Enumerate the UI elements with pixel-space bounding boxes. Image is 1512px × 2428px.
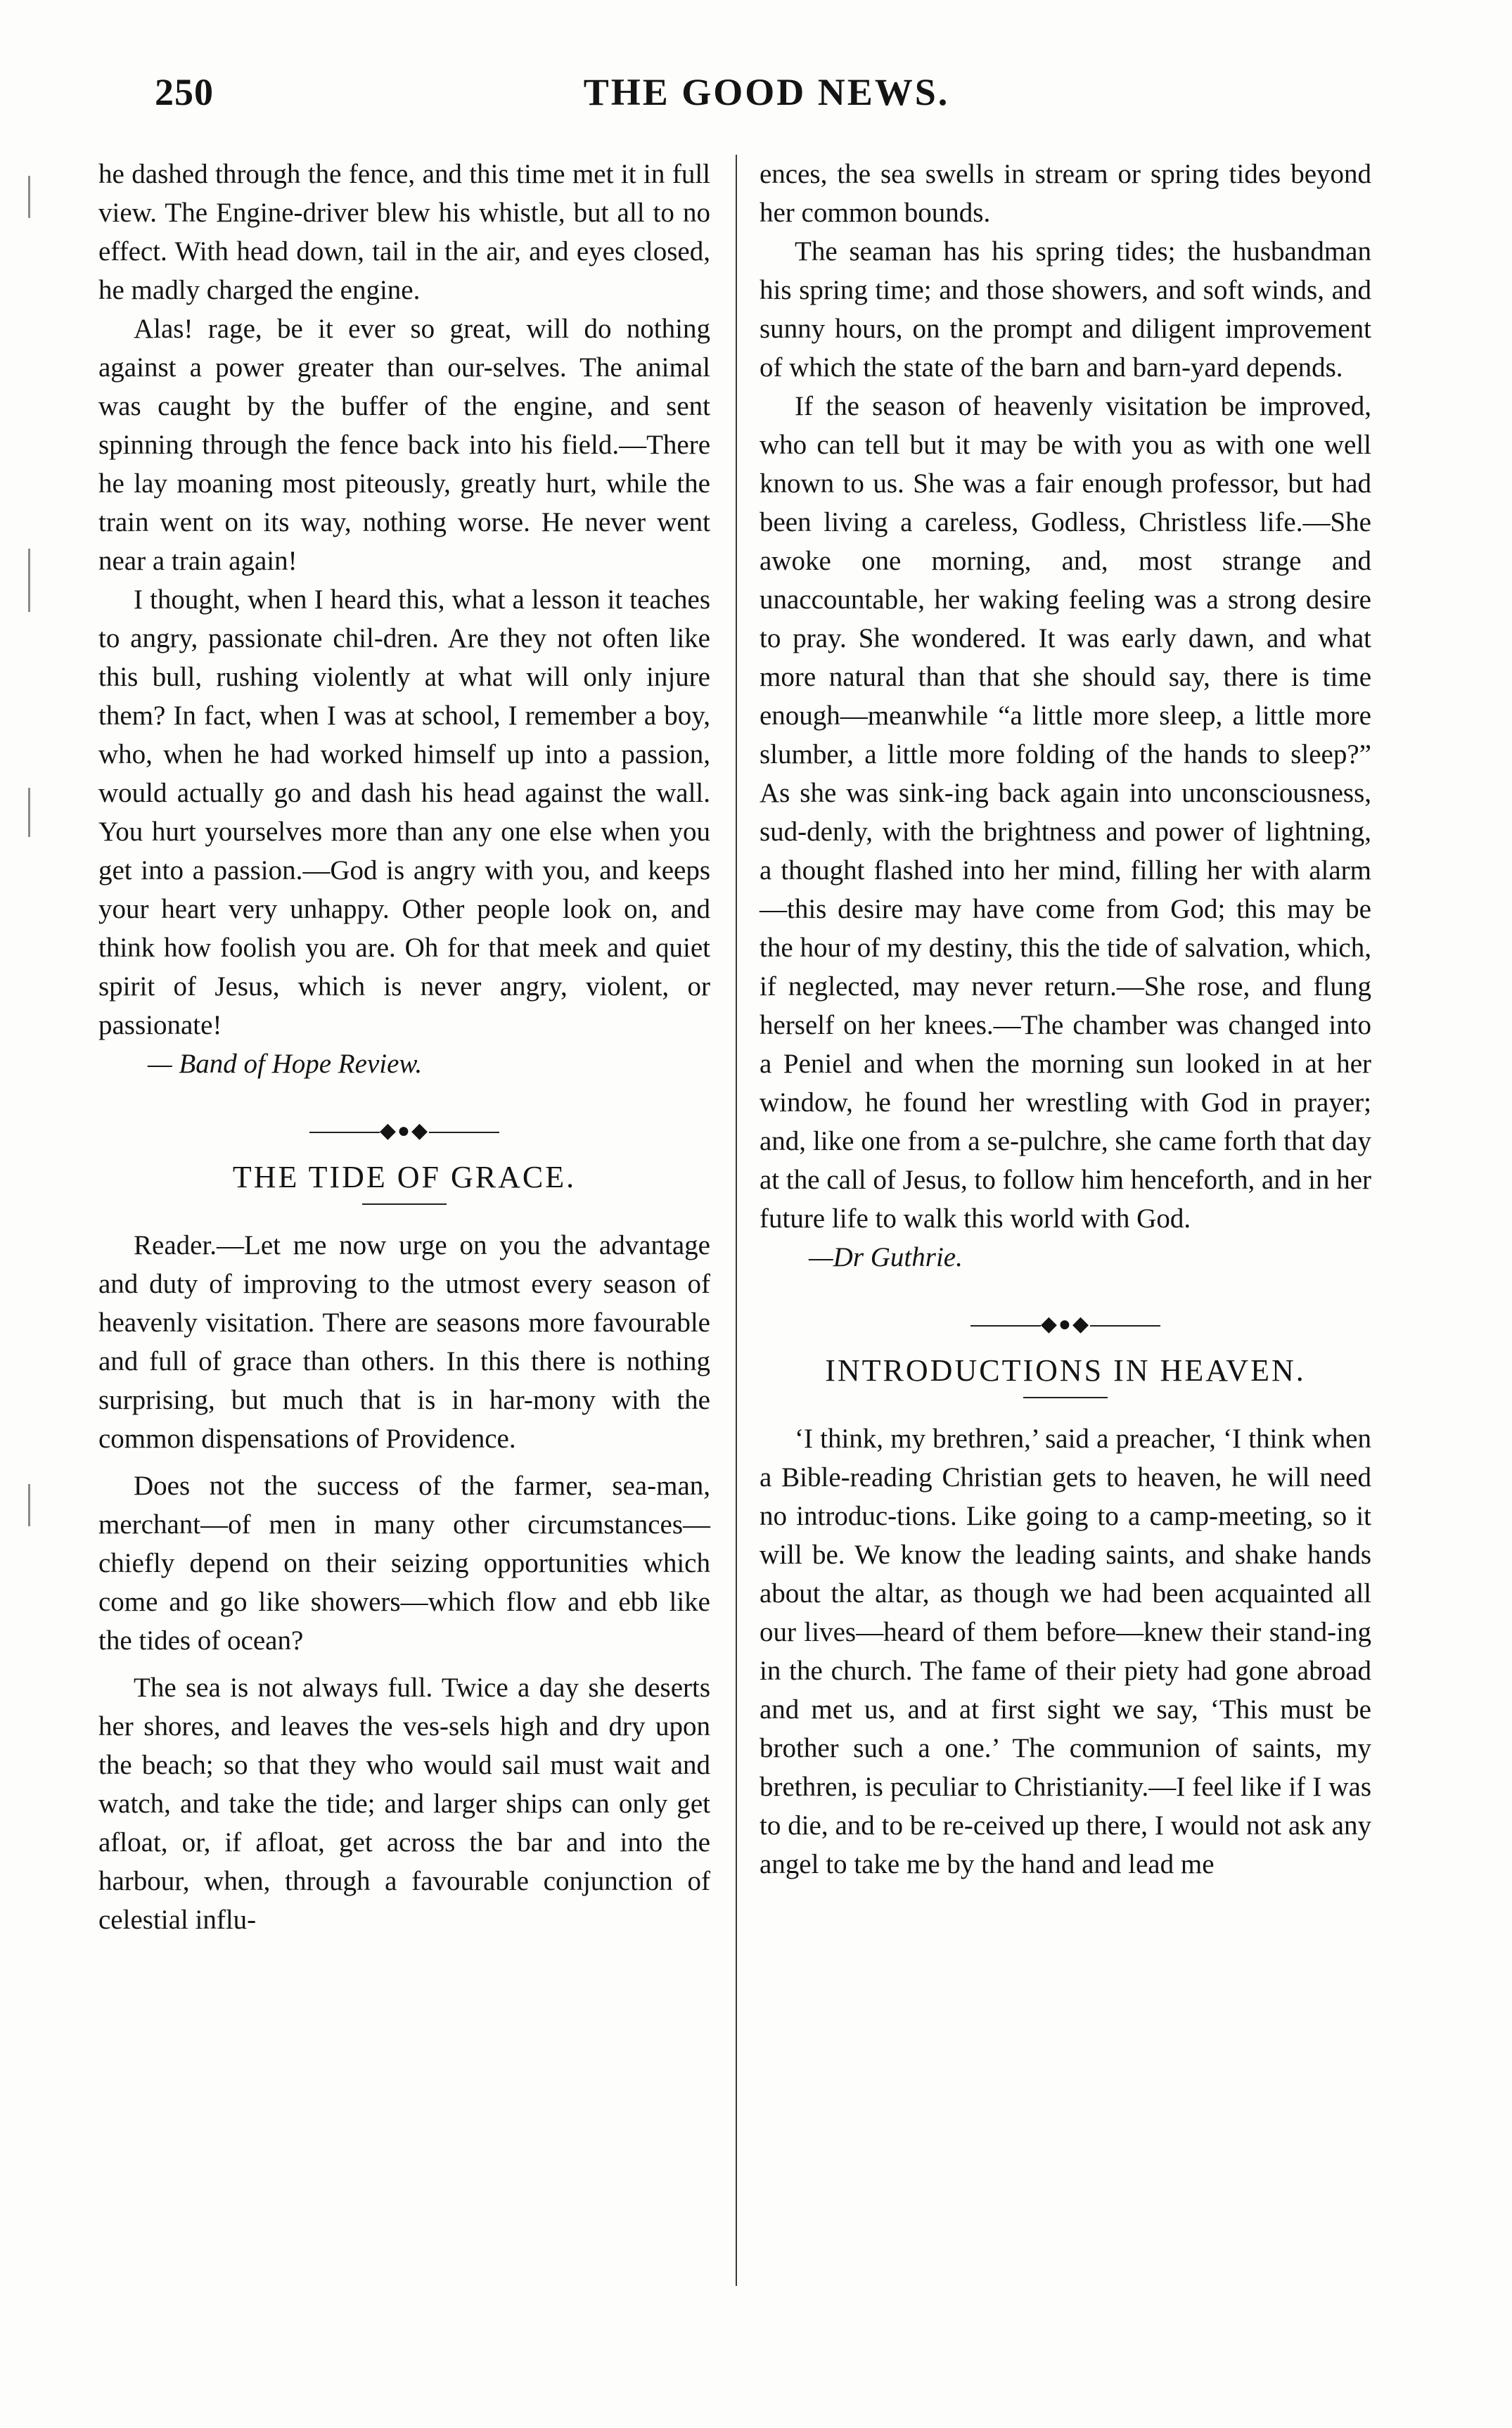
- tide-of-grace-title: THE TIDE OF GRACE.: [232, 1160, 577, 1194]
- title-rule: [362, 1203, 447, 1205]
- divider-ornament: ◆●◆: [1040, 1312, 1091, 1336]
- bull-story-source: — Band of Hope Review.: [148, 1049, 423, 1079]
- introductions-paragraph: ‘I think, my brethren,’ said a preacher, ‘I think when a Bible-reading Christian gets to heaven, he will need no introduc-tions. Like going to a camp-meeting, so it will be. We know the leading saints, and shake hands about the altar, as though we had been acquainted all our lives—heard of them before—knew their stand-ing in the church. The fame of their piety had gone abroad and met us, and at first sight we say, ‘This must be brother such a one.’ The communion of saints, my brethren, is peculiar to Christianity.—I feel like if I was to die, and to be re-ceived up there, I would not ask any angel to take me by the hand and lead me: [760, 1424, 1371, 1879]
- introductions-title: INTRODUCTIONS IN HEAVEN.: [825, 1353, 1306, 1388]
- section-divider: [760, 1310, 1371, 1338]
- tide-continued-paragraph: The seaman has his spring tides; the husbandman his spring time; and those showers, and soft winds, and sunny hours, on the prompt and diligent improvement of which the state of the barn and barn-yard depends.: [760, 236, 1371, 383]
- tide-continued-paragraph: If the season of heavenly visitation be improved, who can tell but it may be with you as with one well known to us. She was a fair enough professor, but had been living a careless, Godless, Christless life.—She awoke one morning, and, most strange and unaccountable, her waking feeling was a strong desire to pray. She wondered. It was early dawn, and what more natural than that she should say, there is time enough—meanwhile “a little more sleep, a little more slumber, a little more folding of the hands to sleep?” As she was sink-ing back again into unconsciousness, sud-denly, with the brightness and power of lightning, a thought flashed into her mind, filling her with alarm—this desire may have come from God; this may be the hour of my destiny, this the tide of salvation, which, if neglected, may never return.—She rose, and flung herself on her knees.—The chamber was changed into a Peniel and when the morning sun looked in at her window, he found her wrestling with God in prayer; and, like one from a se-pulchre, she came forth that day at the call of Jesus, to follow him henceforth, and in her future life to walk this world with God.: [760, 391, 1371, 1234]
- margin-mark: [28, 176, 30, 218]
- running-title: THE GOOD NEWS.: [583, 71, 950, 113]
- page-header: [141, 70, 1392, 127]
- tide-paragraph: Reader.—Let me now urge on you the advantage and duty of improving to the utmost every season of heavenly visitation. There are seasons more favourable and full of grace than others. In this there is nothing surprising, but much that is in har-mony with the common dispensations of Providence.: [98, 1230, 710, 1454]
- margin-mark: [28, 1484, 30, 1526]
- margin-mark: [28, 549, 30, 612]
- section-divider: [98, 1117, 710, 1145]
- right-column: [760, 155, 1371, 1884]
- tide-paragraph: The sea is not always full. Twice a day she deserts her shores, and leaves the ves-sels high and dry upon the beach; so that they who would sail must wait and watch, and take the tide; and larger ships can only get afloat, or, if afloat, get across the bar and into the harbour, when, through a favourable conjunction of celestial influ-: [98, 1673, 710, 1935]
- tide-paragraph: Does not the success of the farmer, sea-man, merchant—of men in many other circumstances—chiefly depend on their seizing opportunities which come and go like showers—which flow and ebb like the tides of ocean?: [98, 1471, 710, 1656]
- column-rule: [736, 155, 737, 2286]
- tide-continued-paragraph: ences, the sea swells in stream or spring tides beyond her common bounds.: [760, 159, 1371, 228]
- divider-ornament: ◆●◆: [379, 1119, 430, 1142]
- title-rule: [1023, 1397, 1108, 1398]
- bull-story-paragraph: Alas! rage, be it ever so great, will do nothing against a power greater than our-selves. The animal was caught by the buffer of the engine, and sent spinning through the fence back into his field.—There he lay moaning most piteously, greatly hurt, while the train went on its way, nothing worse. He never went near a train again!: [98, 314, 710, 576]
- page-number: 250: [155, 71, 214, 113]
- bull-story-paragraph: I thought, when I heard this, what a lesson it teaches to angry, passionate chil-dren. Are they not often like this bull, rushing violently at what will only injure them? In fact, when I was at school, I remember a boy, who, when he had worked himself up into a passion, would actually go and dash his head against the wall. You hurt yourselves more than any one else when you get into a passion.—God is angry with you, and keeps your heart very unhappy. Other people look on, and think how foolish you are. Oh for that meek and quiet spirit of Jesus, which is never angry, violent, or passionate!: [98, 584, 710, 1040]
- left-column: [98, 155, 710, 1939]
- tide-source: —Dr Guthrie.: [809, 1242, 963, 1272]
- margin-mark: [28, 788, 30, 837]
- bull-story-paragraph: he dashed through the fence, and this time met it in full view. The Engine-driver blew his whistle, but all to no effect. With head down, tail in the air, and eyes closed, he madly charged the engine.: [98, 159, 710, 305]
